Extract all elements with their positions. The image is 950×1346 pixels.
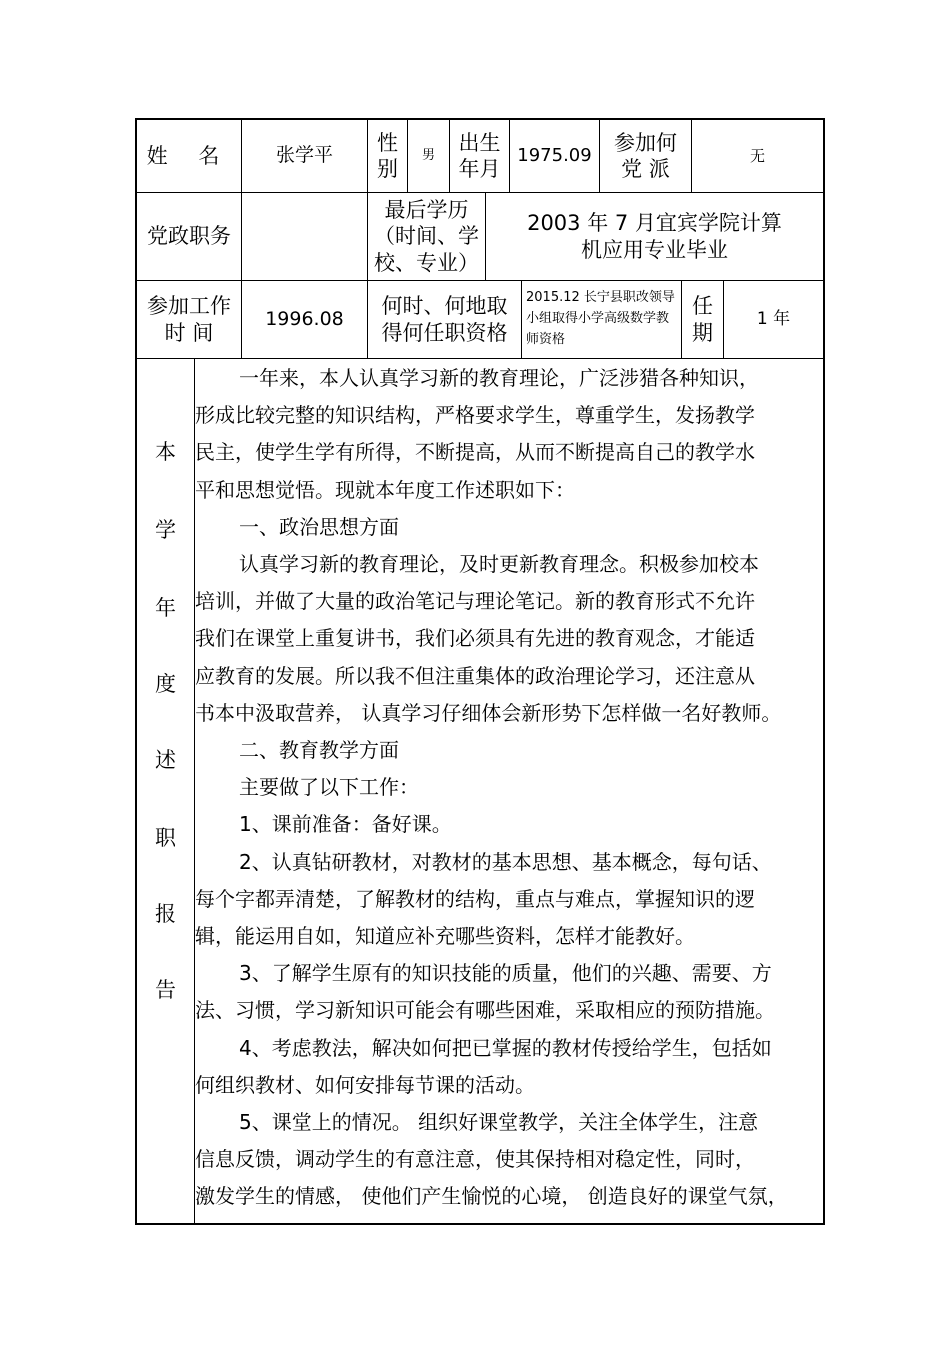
side-title-char: 报	[155, 902, 176, 926]
term-label: 任期	[692, 294, 713, 345]
report-line: 平和思想觉悟。现就本年度工作述职如下：	[195, 477, 575, 502]
qualification-label: 何时、何地取得何任职资格	[381, 294, 508, 345]
gender-value: 男	[421, 147, 435, 163]
report-line: 辑，能运用自如，知道应补充哪些资料，怎样才能教好。	[195, 924, 695, 949]
side-title-char: 职	[155, 826, 176, 850]
side-title-char: 述	[155, 748, 176, 772]
education-label: 最后学历（时间、学校、专业）	[374, 198, 479, 275]
side-title-char: 本	[155, 440, 176, 464]
name-label: 姓 名	[146, 143, 232, 168]
report-line: 每个字都弄清楚，了解教材的结构，重点与难点，掌握知识的逻	[195, 886, 755, 911]
work-label: 参加工作时 间	[147, 294, 231, 345]
report-line: 激发学生的情感， 使他们产生愉悦的心境， 创造良好的课堂气氛，	[195, 1184, 788, 1209]
report-line: 主要做了以下工作：	[239, 775, 419, 800]
report-line: 形成比较完整的知识结构，严格要求学生，尊重学生，发扬教学	[195, 403, 755, 428]
report-side-title	[137, 360, 194, 1220]
birth-label: 出生年月	[458, 130, 501, 181]
report-line: 二、教育教学方面	[239, 738, 399, 763]
report-line: 应教育的发展。所以我不但注重集体的政治理论学习，还注意从	[195, 663, 755, 688]
report-line: 法、习惯，学习新知识可能会有哪些困难，采取相应的预防措施。	[195, 998, 775, 1023]
side-title-char: 年	[155, 596, 176, 620]
position-value	[242, 193, 367, 280]
birth-value: 1975.09	[517, 144, 592, 166]
education-value: 2003 年 7 月宜宾学院计算机应用专业毕业	[527, 211, 782, 262]
report-line: 5、课堂上的情况。 组织好课堂教学，关注全体学生，注意	[239, 1110, 759, 1135]
side-title-char: 学	[155, 518, 176, 542]
report-line: 信息反馈，调动学生的有意注意，使其保持相对稳定性，同时，	[195, 1147, 755, 1172]
party-value: 无	[749, 146, 765, 165]
report-form	[135, 118, 825, 1225]
work-value: 1996.08	[265, 307, 344, 330]
report-line: 书本中汲取营养， 认真学习仔细体会新形势下怎样做一名好教师。	[195, 700, 782, 725]
gender-label: 性别	[377, 130, 398, 181]
term-value: 1 年	[756, 308, 791, 329]
report-body	[195, 360, 823, 1216]
row-divider	[137, 358, 823, 359]
report-line: 何组织教材、如何安排每节课的活动。	[195, 1072, 535, 1097]
report-line: 一年来，本人认真学习新的教育理论，广泛涉猎各种知识，	[239, 366, 759, 390]
name-value: 张学平	[275, 144, 333, 167]
side-title-char: 度	[155, 672, 176, 696]
report-line: 4、考虑教法，解决如何把已掌握的教材传授给学生，包括如	[239, 1035, 772, 1060]
report-line: 1、课前准备：备好课。	[239, 812, 452, 837]
report-line: 认真学习新的教育理论，及时更新教育理念。积极参加校本	[239, 552, 759, 577]
report-line: 我们在课堂上重复讲书，我们必须具有先进的教育观念，才能适	[195, 626, 755, 651]
position-label: 党政职务	[147, 224, 231, 249]
report-line: 2、认真钻研教材，对教材的基本思想、基本概念，每句话、	[239, 849, 772, 874]
report-line: 一、政治思想方面	[239, 514, 399, 539]
party-label: 参加何党 派	[614, 130, 677, 181]
report-line: 培训，并做了大量的政治笔记与理论笔记。新的教育形式不允许	[195, 589, 755, 614]
side-title-char: 告	[155, 978, 176, 1002]
report-line: 民主，使学生学有所得，不断提高，从而不断提高自己的教学水	[195, 440, 755, 465]
report-line: 3、了解学生原有的知识技能的质量，他们的兴趣、需要、方	[239, 961, 772, 986]
qualification-value: 2015.12 长宁县职改领导小组取得小学高级数学教师资格	[526, 290, 675, 347]
